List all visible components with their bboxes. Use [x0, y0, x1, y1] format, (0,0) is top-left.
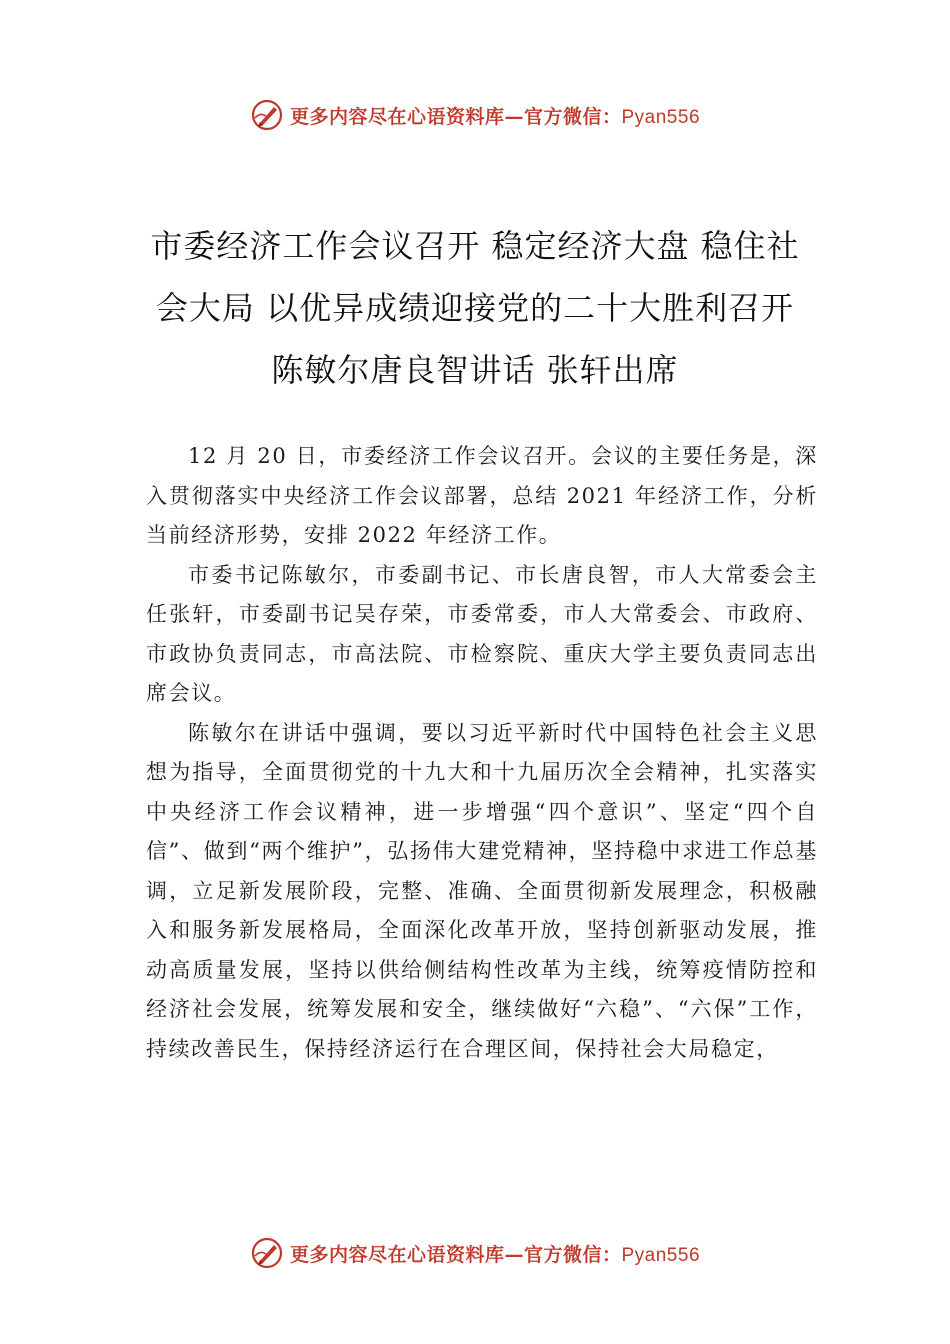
pen-logo-icon [250, 98, 284, 132]
footer-watermark [0, 1233, 950, 1273]
pen-logo-icon [250, 1236, 284, 1270]
header-watermark [0, 95, 950, 135]
paragraph: 市委书记陈敏尔，市委副书记、市长唐良智，市人大常委会主任张轩，市委副书记吴存荣，市委常委，市人大常委会、市政府、市政协负责同志，市高法院、市检察院、重庆大学主要负责同志出席会议。 [146, 562, 818, 705]
paragraph: 陈敏尔在讲话中强调，要以习近平新时代中国特色社会主义思想为指导，全面贯彻党的十九大和十九届历次全会精神，扎实落实中央经济工作会议精神，进一步增强“四个意识”、坚定“四个自信”、做到“两个维护”，弘扬伟大建党精神，坚持稳中求进工作总基调，立足新发展阶段，完整、准确、全面贯彻新发展理念，积极融入和服务新发展格局，全面深化改革开放，坚持创新驱动发展，推动高质量发展，坚持以供给侧结构性改革为主线，统筹疫情防控和经济社会发展，统筹发展和安全，继续做好“六稳”、“六保”工作，持续改善民生，保持经济运行在合理区间，保持社会大局稳定， [146, 720, 818, 1061]
article-title: 市委经济工作会议召开 稳定经济大盘 稳住社会大局 以优异成绩迎接党的二十大胜利召开 陈敏尔唐良智讲话 张轩出席 [150, 227, 800, 389]
watermark-text: 更多内容尽在心语资料库—官方微信：Pyan556 [289, 105, 701, 128]
watermark-text: 更多内容尽在心语资料库—官方微信：Pyan556 [289, 1243, 701, 1266]
paragraph: 12 月 20 日，市委经济工作会议召开。会议的主要任务是，深入贯彻落实中央经济工作会议部署，总结 2021 年经济工作，分析当前经济形势，安排 2022 年经济工作。 [146, 444, 818, 547]
article-body [146, 437, 818, 1069]
